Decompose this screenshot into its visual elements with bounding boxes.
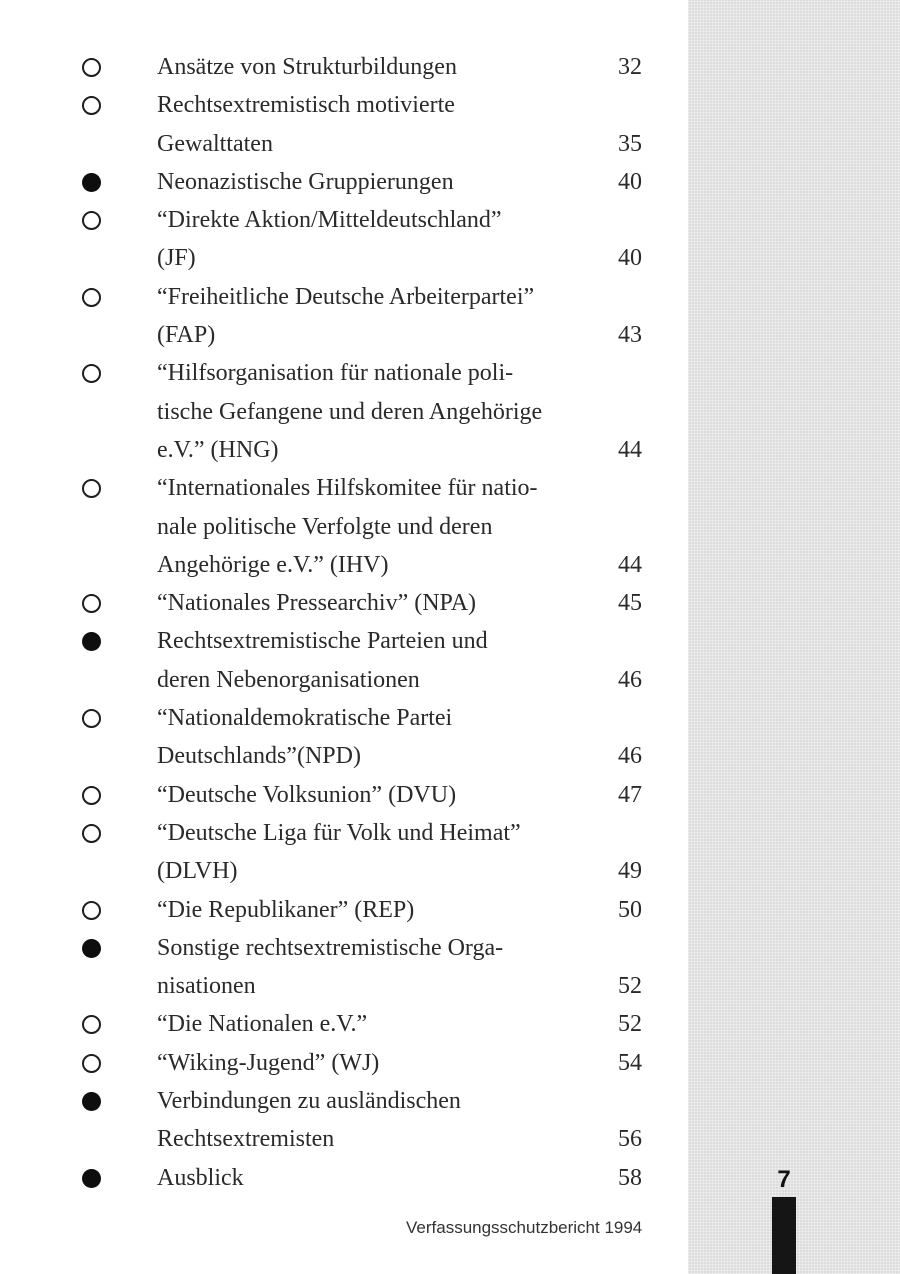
toc-line bbox=[0, 201, 680, 239]
open-circle-bullet-icon bbox=[82, 288, 101, 307]
toc-page-number: 49 bbox=[618, 858, 642, 885]
toc-entry-text: Ansätze von Strukturbildungen bbox=[157, 54, 457, 80]
toc-line bbox=[0, 278, 680, 316]
toc-entry bbox=[0, 469, 680, 584]
toc-entry-text: (DLVH) bbox=[157, 858, 238, 885]
toc-entry bbox=[0, 1005, 680, 1043]
toc-page-number: 58 bbox=[618, 1164, 642, 1191]
toc-line bbox=[0, 852, 680, 890]
toc-line bbox=[0, 125, 680, 163]
toc-line bbox=[0, 546, 680, 584]
toc-line bbox=[0, 163, 680, 201]
toc-entry-text: e.V.” (HNG) bbox=[157, 436, 279, 463]
filled-circle-bullet-icon bbox=[82, 1169, 101, 1188]
toc-entry-text: Rechtsextremistische Parteien und bbox=[157, 628, 488, 655]
toc-entry-text: Neonazistische Gruppierungen bbox=[157, 168, 454, 195]
toc-line bbox=[0, 239, 680, 277]
toc-page-number: 52 bbox=[618, 973, 642, 1000]
toc-page-number: 32 bbox=[618, 54, 642, 80]
toc-page-number: 45 bbox=[618, 590, 642, 617]
open-circle-bullet-icon bbox=[82, 824, 101, 843]
toc-page-number: 56 bbox=[618, 1126, 642, 1153]
toc-entry-text: “Direkte Aktion/Mitteldeutschland” bbox=[157, 207, 502, 234]
toc-entry-text: “Hilfsorganisation für nationale poli- bbox=[157, 360, 514, 387]
toc-entry bbox=[0, 776, 680, 814]
toc-line bbox=[0, 1159, 680, 1197]
toc-entry-text: Ausblick bbox=[157, 1164, 244, 1191]
toc-page-number: 40 bbox=[618, 245, 642, 272]
toc-entry-text: “Die Nationalen e.V.” bbox=[157, 1011, 368, 1038]
toc-line bbox=[0, 967, 680, 1005]
table-of-contents bbox=[0, 48, 680, 1197]
open-circle-bullet-icon bbox=[82, 58, 101, 77]
open-circle-bullet-icon bbox=[82, 96, 101, 115]
toc-entry-text: “Nationaldemokratische Partei bbox=[157, 705, 453, 732]
filled-circle-bullet-icon bbox=[82, 939, 101, 958]
toc-entry bbox=[0, 163, 680, 201]
toc-entry-text: Angehörige e.V.” (IHV) bbox=[157, 551, 389, 578]
toc-entry bbox=[0, 929, 680, 1006]
toc-page-number: 46 bbox=[618, 743, 642, 770]
toc-entry-text: tische Gefangene und deren Angehörige bbox=[157, 398, 543, 425]
toc-entry-text: (FAP) bbox=[157, 322, 216, 349]
toc-entry-text: Rechtsextremistisch motivierte bbox=[157, 92, 455, 119]
toc-entry-text: nale politische Verfolgte und deren bbox=[157, 513, 493, 540]
toc-entry bbox=[0, 622, 680, 699]
toc-entry-text: “Nationales Pressearchiv” (NPA) bbox=[157, 590, 477, 617]
open-circle-bullet-icon bbox=[82, 479, 101, 498]
open-circle-bullet-icon bbox=[82, 1015, 101, 1034]
toc-entry bbox=[0, 1044, 680, 1082]
toc-entry-text: Rechtsextremisten bbox=[157, 1126, 335, 1153]
toc-entry-text: “Die Republikaner” (REP) bbox=[157, 896, 415, 923]
page-marker-bar bbox=[772, 1197, 796, 1274]
toc-entry bbox=[0, 201, 680, 278]
toc-entry-text: Verbindungen zu ausländischen bbox=[157, 1088, 461, 1115]
toc-page-number: 40 bbox=[618, 168, 642, 195]
toc-page-number: 44 bbox=[618, 436, 642, 463]
toc-line bbox=[0, 48, 680, 86]
toc-line bbox=[0, 622, 680, 660]
toc-line bbox=[0, 737, 680, 775]
toc-page-number: 46 bbox=[618, 666, 642, 693]
open-circle-bullet-icon bbox=[82, 211, 101, 230]
open-circle-bullet-icon bbox=[82, 786, 101, 805]
footer-text: Verfassungsschutzbericht 1994 bbox=[406, 1218, 643, 1237]
toc-entry-text: Gewalttaten bbox=[157, 130, 273, 157]
toc-page-number: 43 bbox=[618, 322, 642, 349]
toc-entry-text: (JF) bbox=[157, 245, 196, 272]
toc-line bbox=[0, 699, 680, 737]
toc-entry bbox=[0, 1082, 680, 1159]
side-margin-strip bbox=[688, 0, 900, 1274]
filled-circle-bullet-icon bbox=[82, 173, 101, 192]
open-circle-bullet-icon bbox=[82, 709, 101, 728]
toc-line bbox=[0, 469, 680, 507]
toc-line bbox=[0, 929, 680, 967]
page-number: 7 bbox=[777, 1166, 791, 1193]
toc-line bbox=[0, 508, 680, 546]
toc-line bbox=[0, 354, 680, 392]
toc-entry bbox=[0, 86, 680, 163]
toc-line bbox=[0, 661, 680, 699]
toc-entry-text: “Freiheitliche Deutsche Arbeiterpartei” bbox=[157, 283, 535, 310]
toc-entry-text: nisationen bbox=[157, 973, 256, 1000]
toc-line bbox=[0, 86, 680, 124]
toc-line bbox=[0, 1044, 680, 1082]
toc-entry-text: Sonstige rechtsextremistische Orga- bbox=[157, 934, 504, 961]
filled-circle-bullet-icon bbox=[82, 632, 101, 651]
toc-entry-text: “Internationales Hilfskomitee für natio- bbox=[157, 475, 538, 502]
toc-page-number: 50 bbox=[618, 896, 642, 923]
toc-entry bbox=[0, 584, 680, 622]
toc-line bbox=[0, 1120, 680, 1158]
toc-entry-text: Deutschlands”(NPD) bbox=[157, 743, 361, 770]
toc-page-number: 52 bbox=[618, 1011, 642, 1038]
open-circle-bullet-icon bbox=[82, 364, 101, 383]
toc-line bbox=[0, 776, 680, 814]
toc-entry-text: “Deutsche Liga für Volk und Heimat” bbox=[157, 819, 521, 846]
toc-entry-text: “Deutsche Volksunion” (DVU) bbox=[157, 781, 457, 808]
toc-entry-text: “Wiking-Jugend” (WJ) bbox=[157, 1049, 380, 1076]
toc-entry bbox=[0, 1159, 680, 1197]
open-circle-bullet-icon bbox=[82, 594, 101, 613]
toc-line bbox=[0, 584, 680, 622]
toc-entry bbox=[0, 891, 680, 929]
toc-entry-text: deren Nebenorganisationen bbox=[157, 666, 420, 693]
toc-entry bbox=[0, 354, 680, 469]
toc-page-number: 47 bbox=[618, 781, 642, 808]
toc-page-number: 54 bbox=[618, 1049, 642, 1076]
toc-entry bbox=[0, 278, 680, 355]
toc-line bbox=[0, 431, 680, 469]
toc-line bbox=[0, 814, 680, 852]
toc-line bbox=[0, 1005, 680, 1043]
filled-circle-bullet-icon bbox=[82, 1092, 101, 1111]
toc-line bbox=[0, 891, 680, 929]
toc-entry bbox=[0, 699, 680, 776]
open-circle-bullet-icon bbox=[82, 1054, 101, 1073]
toc-entry bbox=[0, 48, 680, 86]
toc-page-number: 35 bbox=[618, 130, 642, 157]
toc-line bbox=[0, 393, 680, 431]
toc-line bbox=[0, 316, 680, 354]
toc-page-number: 44 bbox=[618, 551, 642, 578]
toc-line bbox=[0, 1082, 680, 1120]
toc-entry bbox=[0, 814, 680, 891]
open-circle-bullet-icon bbox=[82, 901, 101, 920]
